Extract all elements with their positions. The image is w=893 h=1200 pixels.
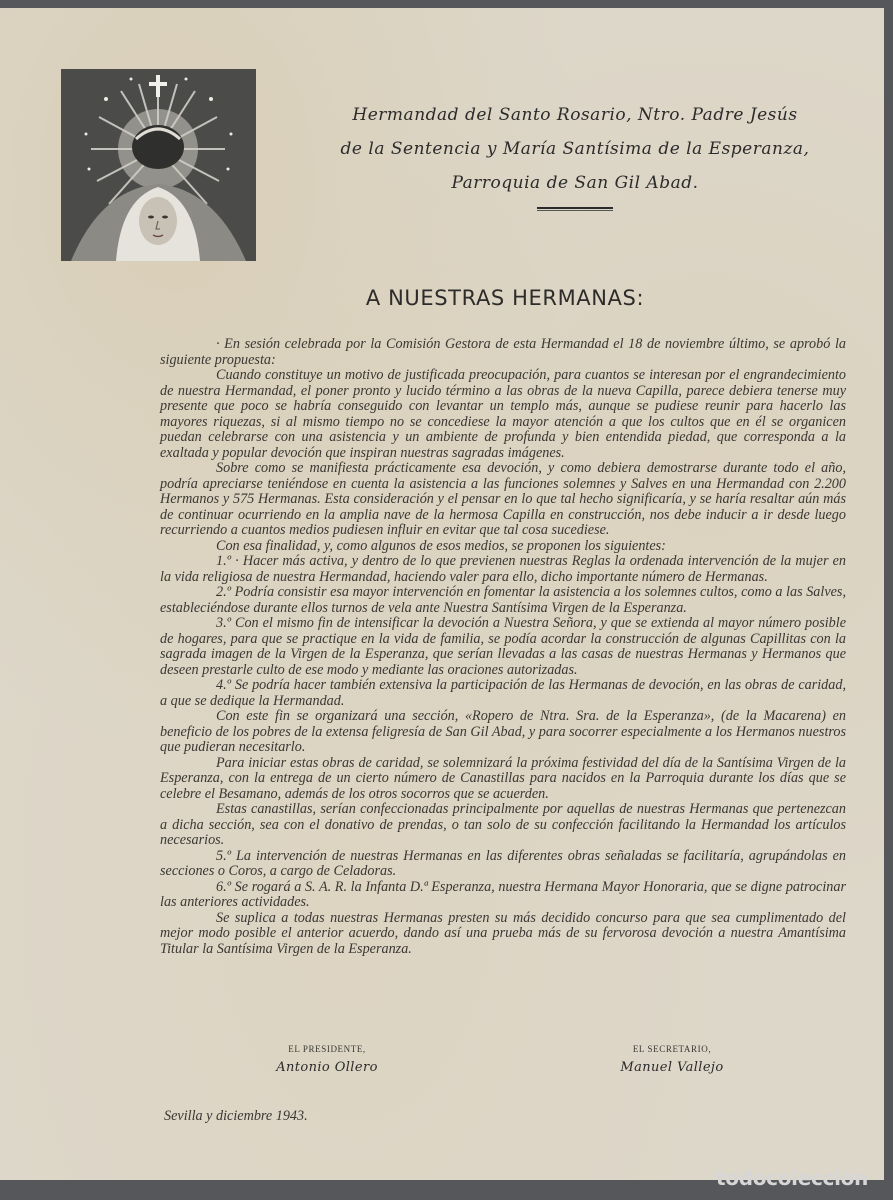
paragraph-item-5: 5.º La intervención de nuestras Hermanas en las diferentes obras señaladas se facilitaría, agrupándolas en secciones o Coros, a cargo de Celadoras. <box>160 847 846 879</box>
watermark: todocoleccion <box>716 1166 869 1190</box>
paragraph-item-2: 2.º Podría consistir esa mayor intervención en fomentar la asistencia a los solemnes cultos, como a las Salves, estableciéndose durante ellos turnos de vela ante Nuestra Santísima Virgen de la Esperanza. <box>160 584 846 616</box>
paragraph-means: Con esa finalidad, y, como algunos de esos medios, se proponen los siguientes: <box>216 537 666 554</box>
paragraph-item-3: 3.º Con el mismo fin de intensificar la devoción a Nuestra Señora, y que se extienda al mayor número posible de hogares, para que se practique en la vida de familia, se podía acordar la construcción de algunas Capillitas con la sagrada imagen de la Virgen de la Esperanza, que serían llevadas a las casas de nuestras Hermanas y Hermanos que deseen prestarle culto de ese modo y mediante las oraciones autorizadas. <box>160 615 846 678</box>
date-line: Sevilla y diciembre 1943. <box>164 1108 308 1124</box>
paragraph-closing: Se suplica a todas nuestras Hermanas presten su más decidido concurso para que sea cumplimentado del mejor modo posible el anterior acuerdo, dando así una prueba más de su fervorosa devoción a nuestra Amantísima Titular la Santísima Virgen de la Esperanza. <box>160 909 846 957</box>
paragraph-item-6: 6.º Se rogará a S. A. R. la Infanta D.ª Esperanza, nuestra Hermana Mayor Honoraria, que se digne patrocinar las anteriores actividades. <box>160 878 846 910</box>
signature-role: EL SECRETARIO, <box>632 1044 712 1054</box>
brotherhood-header <box>300 98 850 200</box>
signature-role: EL PRESIDENTE, <box>288 1044 366 1054</box>
document-title: A NUESTRAS HERMANAS: <box>365 286 645 310</box>
header-line-2: de la Sentencia y María Santísima de la Esperanza, <box>340 139 810 159</box>
paragraph-charity: Para iniciar estas obras de caridad, se solemnizará la próxima festividad del día de la Santísima Virgen de la Esperanza, con la entrega de un cierto número de Canastillas para nacidos en la Parroquia durante los días que se celebre el Besamano, además de los otros socorros que se acuerden. <box>160 754 846 802</box>
signature-president <box>227 1044 427 1075</box>
virgin-portrait-icon <box>61 69 256 261</box>
paragraph-ropero: Con este fin se organizará una sección, «Ropero de Ntra. Sra. de la Esperanza», (de la Macarena) en beneficio de los pobres de la extensa feligresía de San Gil Abad, y para socorrer especialmente a los Hermanos nuestros que pudieran necesitarlo. <box>160 708 846 755</box>
ornamental-divider <box>537 207 613 211</box>
document-page <box>0 8 884 1180</box>
header-line-3: Parroquia de San Gil Abad. <box>451 173 699 193</box>
document-body <box>160 337 846 957</box>
paragraph-item-1: 1.º · Hacer más activa, y dentro de lo que previenen nuestras Reglas la ordenada intervención de la mujer en la vida religiosa de nuestra Hermandad, haciendo valer para ello, dicho importante número de Hermanas. <box>160 553 846 585</box>
paragraph-canastillas: Estas canastillas, serían confeccionadas principalmente por aquellas de nuestras Hermanas que pertenezcan a dicha sección, sea con el donativo de prendas, o tan solo de su confección facilitando la Hermandad los artículos necesarios. <box>160 801 846 848</box>
signature-secretary <box>572 1044 772 1075</box>
paragraph-devotion: Sobre como se manifiesta prácticamente esa devoción, y como debiera demostrarse durante todo el año, podría apreciarse teniéndose en cuenta la asistencia a las funciones solemnes y Salves en una Hermandad con 2.200 Hermanos y 575 Hermanas. Esta consideración y el pensar en lo que tal hecho significaría, y se haría resaltar aún más de continuar ocurriendo en la amplia nave de la hermosa Capilla en construcción, nos debe inducir a ir desde luego recurriendo a cuantos medios pudiesen influir en evitar que tal cosa sucediese. <box>160 460 846 538</box>
paragraph-item-4: 4.º Se podría hacer también extensiva la participación de las Hermanas de devoción, en las obras de caridad, a que se dedique la Hermandad. <box>160 677 846 709</box>
paragraph-proposal: Cuando constituye un motivo de justificada preocupación, para cuantos se interesan por el engrandecimiento de nuestra Hermandad, el poner pronto y lucido término a las obras de la nueva Capilla, parece debiera tenerse muy presente que poco se habría conseguido con levantar un templo más, aunque se pudiese reunir para hacerlo las mayores riquezas, si al mismo tiempo no se concediese la mayor atención a que los cultos que en él se organicen puedan celebrarse con una asistencia y un ambiente de profunda y bien entendida piedad, que corresponda a la exaltada y popular devoción que inspiran nuestras sagradas imágenes. <box>160 367 846 461</box>
virgin-image <box>61 69 256 261</box>
signature-name: Antonio Ollero <box>276 1060 378 1075</box>
header-line-1: Hermandad del Santo Rosario, Ntro. Padre Jesús <box>352 105 798 125</box>
paragraph-intro: · En sesión celebrada por la Comisión Gestora de esta Hermandad el 18 de noviembre último, se aprobó la siguiente propuesta: <box>160 336 846 368</box>
signature-name: Manuel Vallejo <box>620 1060 724 1075</box>
